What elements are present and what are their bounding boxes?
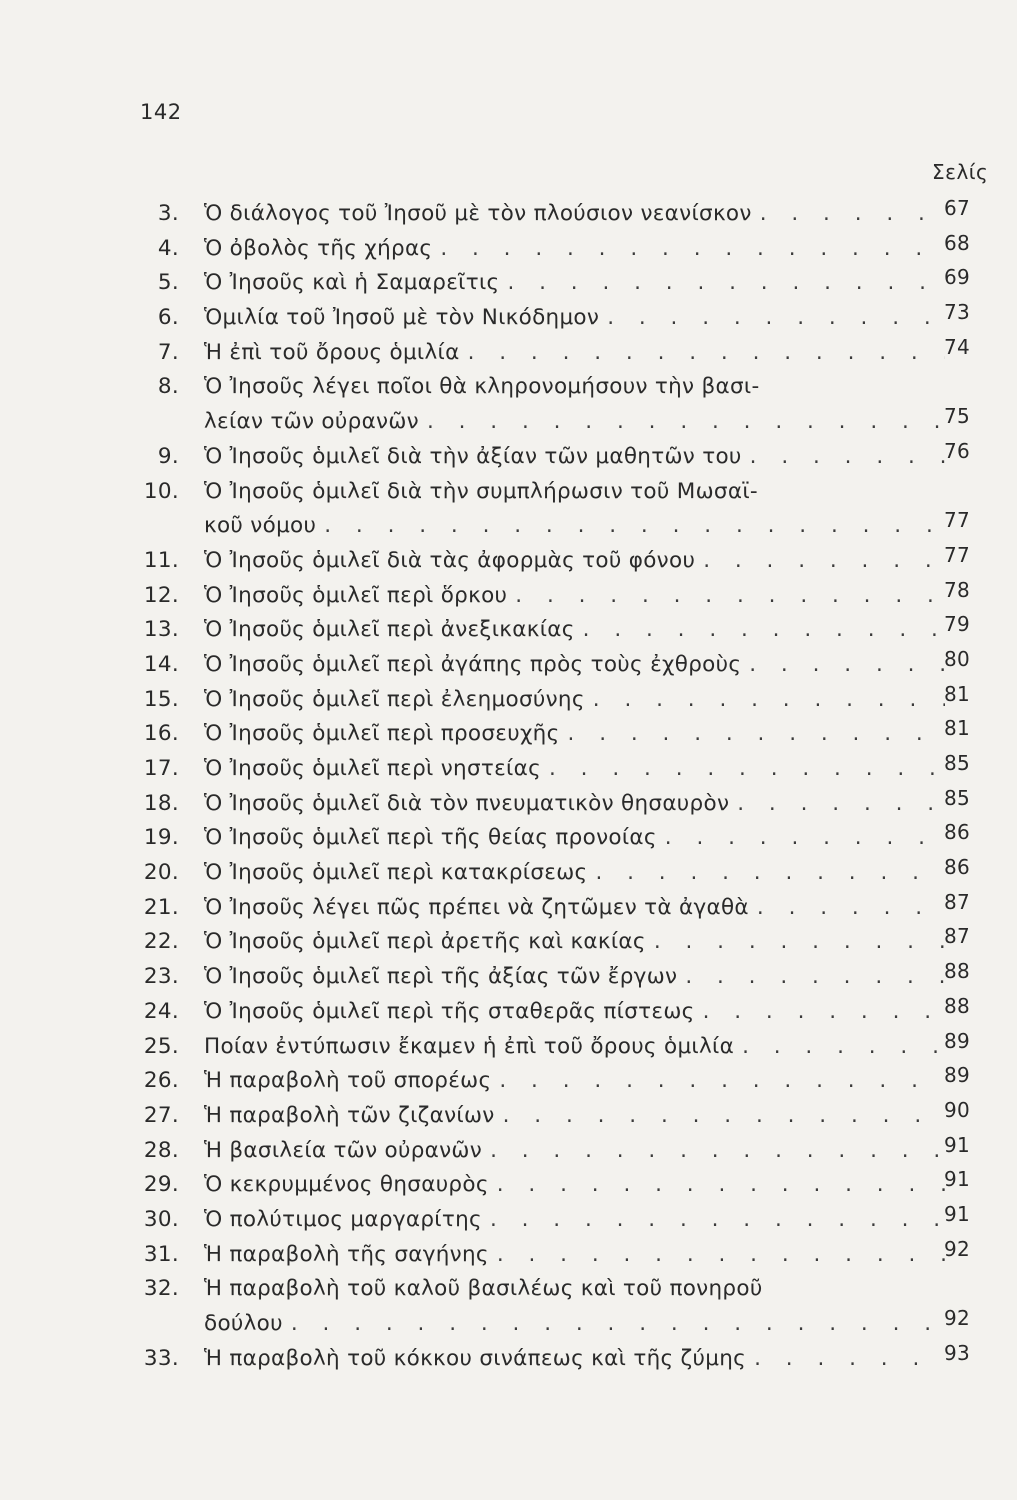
dot-leader bbox=[419, 405, 945, 440]
toc-entry-title: Ὁ Ἰησοῦς ὁμιλεῖ περὶ τῆς θείας προνοίας bbox=[204, 825, 657, 851]
toc-entry-continuation bbox=[0, 509, 1017, 544]
toc-entry bbox=[0, 752, 1017, 787]
toc-entry-number: 22. bbox=[143, 929, 179, 955]
toc-entry bbox=[0, 232, 1017, 267]
toc-entry-page: 87 bbox=[944, 889, 971, 914]
toc-entry-page: 92 bbox=[944, 1306, 971, 1330]
dot-leader bbox=[749, 891, 945, 926]
toc-entry-text bbox=[204, 509, 945, 544]
toc-entry-text bbox=[204, 1272, 945, 1307]
toc-entry-text bbox=[204, 648, 945, 683]
toc-entry bbox=[0, 301, 1017, 336]
toc-entry-text bbox=[204, 960, 945, 995]
toc-entry-number: 24. bbox=[143, 998, 179, 1024]
toc-entry-number: 23. bbox=[143, 964, 179, 990]
toc-entry-text bbox=[204, 995, 945, 1030]
dot-leader bbox=[482, 1203, 945, 1238]
toc-entry-continuation bbox=[0, 1307, 1017, 1342]
dot-leader bbox=[499, 266, 945, 301]
dot-leader bbox=[316, 509, 945, 544]
toc-entry-text bbox=[204, 1203, 945, 1238]
toc-entry bbox=[0, 544, 1017, 579]
dot-leader bbox=[575, 613, 945, 648]
toc-entry-number: 11. bbox=[143, 547, 179, 573]
toc-entry-text bbox=[204, 301, 945, 336]
toc-entry-page: 88 bbox=[944, 993, 971, 1018]
toc-entry-text bbox=[204, 787, 945, 822]
toc-entry bbox=[0, 370, 1017, 405]
toc-entry-text bbox=[204, 1307, 945, 1342]
dot-leader bbox=[460, 336, 945, 371]
page-column-header: Σελίς bbox=[932, 160, 989, 184]
toc-entry-page: 73 bbox=[944, 300, 971, 325]
toc-entry-page: 88 bbox=[944, 959, 971, 984]
toc-entry-text bbox=[204, 1099, 945, 1134]
dot-leader bbox=[495, 1099, 945, 1134]
toc-entry bbox=[0, 336, 1017, 371]
toc-entry-page: 77 bbox=[944, 508, 971, 533]
toc-entry-text bbox=[204, 370, 945, 405]
toc-entry-title: Ὁ Ἰησοῦς ὁμιλεῖ διὰ τὸν πνευματικὸν θησαυρὸν bbox=[204, 790, 730, 816]
toc-entry-page: 85 bbox=[944, 751, 971, 775]
toc-entry-title: Ὁ πολύτιμος μαργαρίτης bbox=[204, 1206, 482, 1232]
toc-entry-page: 85 bbox=[944, 785, 971, 810]
toc-entry-title: Ἡ βασιλεία τῶν οὐρανῶν bbox=[204, 1137, 483, 1163]
toc-entry-title: Ὁ Ἰησοῦς ὁμιλεῖ περὶ προσευχῆς bbox=[204, 721, 560, 747]
toc-entry-title: Ἡ παραβολὴ τοῦ κόκκου σινάπεως καὶ τῆς ζύμης bbox=[204, 1345, 747, 1371]
toc-entry-text bbox=[204, 856, 945, 891]
dot-leader bbox=[695, 995, 945, 1030]
toc-entry-page: 89 bbox=[944, 1063, 971, 1088]
dot-leader bbox=[432, 232, 945, 267]
toc-entry-number: 25. bbox=[143, 1033, 179, 1059]
toc-entry bbox=[0, 683, 1017, 718]
toc-entry-text bbox=[204, 717, 945, 752]
dot-leader bbox=[489, 1238, 945, 1273]
toc-entry-continuation bbox=[0, 405, 1017, 440]
toc-entry-number: 17. bbox=[143, 756, 179, 781]
toc-entry-title: Ὁ Ἰησοῦς ὁμιλεῖ περὶ ἀρετῆς καὶ κακίας bbox=[204, 929, 646, 955]
toc-entry-title: Ὁ Ἰησοῦς ὁμιλεῖ διὰ τὰς ἀφορμὰς τοῦ φόνου bbox=[204, 547, 696, 573]
toc-entry bbox=[0, 821, 1017, 856]
toc-entry-text bbox=[204, 475, 945, 510]
toc-entry-title: Ποίαν ἐντύπωσιν ἔκαμεν ἡ ἐπὶ τοῦ ὄρους ὁμιλία bbox=[204, 1033, 735, 1059]
toc-entry bbox=[0, 613, 1017, 648]
toc-entry-text bbox=[204, 544, 945, 579]
toc-entry-number: 28. bbox=[143, 1137, 179, 1163]
toc-entry-number: 16. bbox=[143, 721, 179, 747]
toc-entry-number: 3. bbox=[157, 201, 179, 226]
toc-entry bbox=[0, 475, 1017, 510]
toc-entry-title: Ἡ παραβολὴ τοῦ σπορέως bbox=[204, 1068, 492, 1094]
toc-entry-number: 5. bbox=[157, 270, 179, 296]
toc-entry-title: Ὁμιλία τοῦ Ἰησοῦ μὲ τὸν Νικόδημον bbox=[204, 305, 600, 331]
toc-entry-number: 30. bbox=[143, 1206, 179, 1232]
dot-leader bbox=[657, 821, 945, 856]
toc-entry-page: 81 bbox=[944, 681, 971, 706]
toc-entry-page: 67 bbox=[944, 196, 971, 220]
toc-entry-number: 31. bbox=[143, 1241, 179, 1267]
dot-leader bbox=[741, 648, 945, 683]
table-of-contents bbox=[0, 197, 1017, 1376]
toc-entry bbox=[0, 197, 1017, 232]
toc-entry-text bbox=[204, 821, 945, 856]
toc-entry-number: 6. bbox=[157, 305, 179, 331]
toc-entry-text bbox=[204, 1168, 945, 1203]
toc-entry-title: Ἡ ἐπὶ τοῦ ὄρους ὁμιλία bbox=[204, 339, 460, 365]
toc-entry-page: 91 bbox=[944, 1132, 971, 1157]
toc-entry-text bbox=[204, 1238, 945, 1273]
dot-leader bbox=[729, 787, 945, 822]
toc-entry bbox=[0, 648, 1017, 683]
toc-entry-title: Ὁ Ἰησοῦς ὁμιλεῖ περὶ ἀνεξικακίας bbox=[204, 617, 575, 643]
toc-entry bbox=[0, 1099, 1017, 1134]
toc-entry-text bbox=[204, 1342, 945, 1377]
toc-entry-title: Ὁ Ἰησοῦς ὁμιλεῖ περὶ κατακρίσεως bbox=[204, 860, 588, 886]
toc-entry-page: 86 bbox=[944, 855, 971, 880]
toc-entry bbox=[0, 856, 1017, 891]
toc-entry bbox=[0, 891, 1017, 926]
toc-entry-text bbox=[204, 683, 945, 718]
toc-entry-page: 80 bbox=[944, 646, 971, 671]
toc-entry-title: Ὁ Ἰησοῦς ὁμιλεῖ περὶ νηστείας bbox=[204, 756, 542, 781]
dot-leader bbox=[746, 1342, 945, 1377]
toc-entry-number: 19. bbox=[143, 825, 179, 851]
toc-entry-page: 91 bbox=[944, 1167, 971, 1192]
toc-entry bbox=[0, 1134, 1017, 1169]
toc-entry bbox=[0, 1272, 1017, 1307]
toc-entry-number: 10. bbox=[143, 478, 179, 504]
dot-leader bbox=[507, 579, 945, 614]
dot-leader bbox=[560, 717, 945, 752]
toc-entry-text bbox=[204, 440, 945, 475]
dot-leader bbox=[491, 1064, 945, 1099]
toc-entry-number: 26. bbox=[143, 1068, 179, 1094]
toc-entry-title: Ὁ κεκρυμμένος θησαυρὸς bbox=[204, 1172, 489, 1198]
toc-entry-text bbox=[204, 405, 945, 440]
toc-entry-number: 29. bbox=[143, 1172, 179, 1198]
toc-entry-number: 20. bbox=[143, 860, 179, 886]
toc-entry-page: 81 bbox=[944, 716, 971, 741]
toc-entry-title: δούλου bbox=[204, 1311, 283, 1336]
toc-entry-number: 14. bbox=[143, 651, 179, 677]
toc-entry bbox=[0, 995, 1017, 1030]
toc-entry-title: Ὁ Ἰησοῦς λέγει ποῖοι θὰ κληρονομήσουν τὴν βασι- bbox=[204, 374, 760, 400]
dot-leader bbox=[541, 752, 945, 787]
toc-entry-number: 9. bbox=[157, 443, 179, 469]
toc-entry-number: 27. bbox=[143, 1102, 179, 1128]
toc-entry bbox=[0, 787, 1017, 822]
toc-entry-number: 32. bbox=[143, 1276, 179, 1302]
toc-entry bbox=[0, 1030, 1017, 1065]
toc-entry-number: 33. bbox=[143, 1345, 179, 1371]
toc-entry-page: 87 bbox=[944, 924, 971, 949]
toc-entry bbox=[0, 1168, 1017, 1203]
toc-entry-title: Ὁ Ἰησοῦς ὁμιλεῖ διὰ τὴν συμπλήρωσιν τοῦ Μωσαϊ- bbox=[204, 478, 758, 504]
toc-entry bbox=[0, 579, 1017, 614]
toc-entry-page: 78 bbox=[944, 577, 971, 602]
toc-entry-title: Ὁ Ἰησοῦς λέγει πῶς πρέπει νὰ ζητῶμεν τὰ ἀγαθὰ bbox=[204, 894, 749, 920]
toc-entry-text bbox=[204, 1134, 945, 1169]
toc-entry bbox=[0, 1203, 1017, 1238]
toc-entry-number: 15. bbox=[143, 686, 179, 712]
toc-entry-title: Ὁ Ἰησοῦς ὁμιλεῖ περὶ ἀγάπης πρὸς τοὺς ἐχθροὺς bbox=[204, 651, 742, 677]
dot-leader bbox=[482, 1134, 945, 1169]
toc-entry-text bbox=[204, 891, 945, 926]
toc-entry-text bbox=[204, 579, 945, 614]
dot-leader bbox=[646, 925, 945, 960]
toc-entry-title: Ὁ ὀβολὸς τῆς χήρας bbox=[204, 235, 433, 261]
toc-entry-title: Ἡ παραβολὴ τῶν ζιζανίων bbox=[204, 1102, 495, 1128]
toc-entry bbox=[0, 925, 1017, 960]
toc-entry-page: 75 bbox=[944, 404, 971, 429]
toc-entry-number: 21. bbox=[143, 894, 179, 920]
toc-entry-text bbox=[204, 336, 945, 371]
toc-entry-page: 69 bbox=[944, 265, 971, 290]
toc-entry-title: κοῦ νόμου bbox=[204, 513, 317, 539]
toc-entry-text bbox=[204, 752, 945, 787]
toc-entry-page: 79 bbox=[944, 612, 971, 637]
toc-entry-text bbox=[204, 613, 945, 648]
dot-leader bbox=[752, 197, 945, 232]
toc-entry-page: 76 bbox=[944, 438, 971, 463]
toc-entry-title: Ὁ διάλογος τοῦ Ἰησοῦ μὲ τὸν πλούσιον νεανίσκον bbox=[204, 201, 752, 226]
toc-entry-title: Ὁ Ἰησοῦς ὁμιλεῖ περὶ ἐλεημοσύνης bbox=[204, 686, 585, 712]
toc-entry-page: 90 bbox=[944, 1097, 971, 1122]
toc-entry-text bbox=[204, 1064, 945, 1099]
toc-entry-title: Ὁ Ἰησοῦς ὁμιλεῖ περὶ τῆς ἀξίας τῶν ἔργων bbox=[204, 964, 678, 990]
toc-entry bbox=[0, 266, 1017, 301]
toc-entry-title: λείαν τῶν οὐρανῶν bbox=[204, 409, 419, 435]
toc-entry-page: 93 bbox=[944, 1340, 971, 1365]
toc-entry-page: 91 bbox=[944, 1201, 971, 1226]
dot-leader bbox=[585, 683, 945, 718]
toc-entry-number: 12. bbox=[143, 582, 179, 608]
toc-entry bbox=[0, 717, 1017, 752]
page-number: 142 bbox=[140, 100, 182, 124]
toc-entry-title: Ὁ Ἰησοῦς καὶ ἡ Σαμαρεῖτις bbox=[204, 270, 500, 296]
toc-entry-page: 68 bbox=[944, 230, 971, 255]
toc-entry bbox=[0, 1342, 1017, 1377]
toc-entry bbox=[0, 440, 1017, 475]
dot-leader bbox=[489, 1168, 945, 1203]
toc-entry-text bbox=[204, 232, 945, 267]
toc-entry-text bbox=[204, 266, 945, 301]
toc-entry bbox=[0, 1064, 1017, 1099]
toc-entry-title: Ὁ Ἰησοῦς ὁμιλεῖ διὰ τὴν ἀξίαν τῶν μαθητῶν του bbox=[204, 443, 742, 469]
toc-entry-text bbox=[204, 197, 945, 232]
toc-entry-number: 18. bbox=[143, 790, 179, 816]
toc-entry-number: 7. bbox=[157, 339, 179, 365]
toc-entry-page: 77 bbox=[944, 542, 971, 567]
toc-entry-number: 8. bbox=[157, 374, 179, 400]
toc-entry-page: 92 bbox=[944, 1236, 971, 1261]
toc-entry-title: Ὁ Ἰησοῦς ὁμιλεῖ περὶ τῆς σταθερᾶς πίστεως bbox=[204, 998, 695, 1024]
dot-leader bbox=[734, 1030, 945, 1065]
toc-entry bbox=[0, 1238, 1017, 1273]
toc-entry-text bbox=[204, 925, 945, 960]
toc-entry-text bbox=[204, 1030, 945, 1065]
dot-leader bbox=[742, 440, 945, 475]
dot-leader bbox=[599, 301, 945, 336]
toc-entry-page: 74 bbox=[944, 334, 971, 359]
dot-leader bbox=[283, 1307, 945, 1342]
toc-entry-title: Ἡ παραβολὴ τῆς σαγήνης bbox=[204, 1241, 489, 1267]
toc-entry-title: Ὁ Ἰησοῦς ὁμιλεῖ περὶ ὅρκου bbox=[204, 582, 508, 608]
toc-entry-number: 13. bbox=[143, 617, 179, 643]
toc-entry-page: 86 bbox=[944, 820, 971, 845]
dot-leader bbox=[587, 856, 945, 891]
toc-entry-page: 89 bbox=[944, 1028, 971, 1053]
dot-leader bbox=[695, 544, 945, 579]
dot-leader bbox=[677, 960, 945, 995]
toc-entry bbox=[0, 960, 1017, 995]
toc-entry-number: 4. bbox=[157, 235, 179, 261]
toc-entry-title: Ἡ παραβολὴ τοῦ καλοῦ βασιλέως καὶ τοῦ πονηροῦ bbox=[204, 1276, 763, 1302]
